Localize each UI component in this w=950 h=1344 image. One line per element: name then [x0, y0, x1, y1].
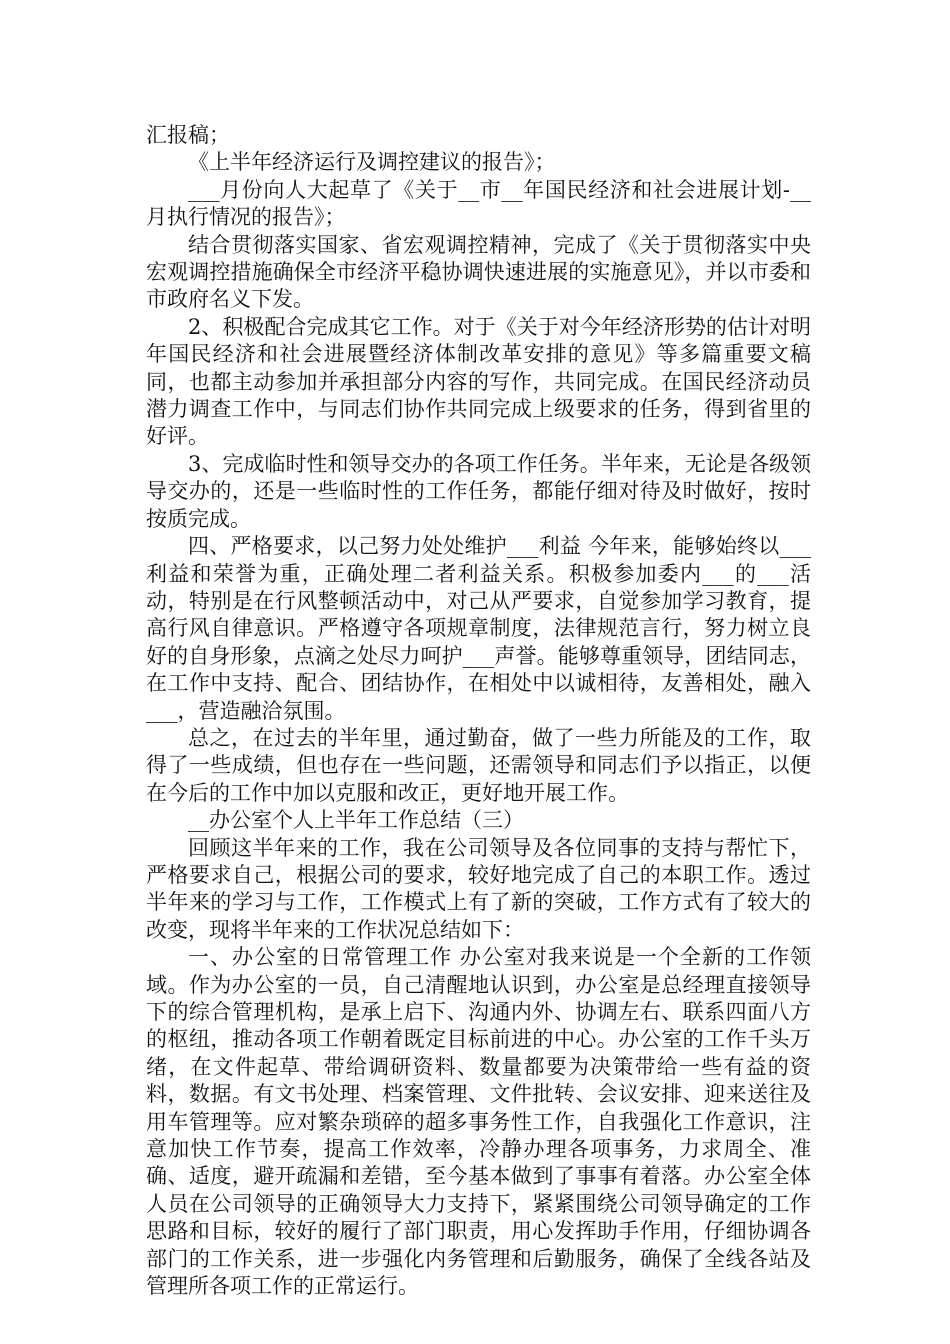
paragraph: 结合贯彻落实国家、省宏观调控精神，完成了《关于贯彻落实中央宏观调控措施确保全市经济平稳协调快速进展的实施意见》，并以市委和市政府名义下发。 [146, 232, 811, 312]
paragraph: 3、完成临时性和领导交办的各项工作任务。半年来，无论是各级领导交办的，还是一些临时性的工作任务，都能仔细对待及时做好，按时按质完成。 [146, 451, 811, 531]
paragraph: 一、办公室的日常管理工作 办公室对我来说是一个全新的工作领域。作为办公室的一员，自己清醒地认识到，办公室是总经理直接领导下的综合管理机构，是承上启下、沟通内外、协调左右、联系四面八方的枢纽，推动各项工作朝着既定目标前进的中心。办公室的工作千头万绪，在文件起草、带给调研资料、数量都要为决策带给一些有益的资料，数据。有文书处理、档案管理、文件批转、会议安排、迎来送往及用车管理等。应对繁杂琐碎的超多事务性工作，自我强化工作意识，注意加快工作节奏，提高工作效率，冷静办理各项事务，力求周全、准确、适度，避开疏漏和差错，至今基本做到了事事有着落。办公室全体人员在公司领导的正确领导大力支持下，紧紧围绕公司领导确定的工作思路和目标，较好的履行了部门职责，用心发挥助手作用，仔细协调各部门的工作关系，进一步强化内务管理和后勤服务，确保了全线各站及管理所各项工作的正常运行。 [146, 945, 811, 1299]
paragraph: 回顾这半年来的工作，我在公司领导及各位同事的支持与帮忙下，严格要求自己，根据公司的要求，较好地完成了自己的本职工作。透过半年来的学习与工作，工作模式上有了新的突破，工作方式有了较大的改变，现将半年来的工作状况总结如下： [146, 835, 811, 942]
document-body [146, 122, 811, 1300]
paragraph: 《上半年经济运行及调控建议的报告》； [188, 150, 556, 175]
paragraph: 汇报稿； [146, 123, 230, 147]
paragraph: 四、严格要求，以己努力处处维护___利益 今年来，能够始终以___利益和荣誉为重，正确处理二者利益关系。积极参加委内___的___活动，特别是在行风整顿活动中，对己从严要求，自觉参加学习教育，提高行风自律意识。严格遵守各项规章制度，法律规范言行，努力树立良好的自身形象，点滴之处尽力呵护___声誉。能够尊重领导，团结同志，在工作中支持、配合、团结协作，在相处中以诚相待，友善相处，融入___，营造融洽氛围。 [146, 534, 811, 723]
section-heading: __办公室个人上半年工作总结（三） [188, 808, 524, 833]
paragraph: 2、积极配合完成其它工作。对于《关于对今年经济形势的估计对明年国民经济和社会进展暨经济体制改革安排的意见》等多篇重要文稿同，也都主动参加并承担部分内容的写作，共同完成。在国民经济动员潜力调查工作中，与同志们协作共同完成上级要求的任务，得到省里的好评。 [146, 314, 811, 449]
paragraph: 总之，在过去的半年里，通过勤奋，做了一些力所能及的工作，取得了一些成绩，但也存在一些问题，还需领导和同志们予以指正，以便在今后的工作中加以克服和改正，更好地开展工作。 [146, 725, 811, 805]
paragraph: ___月份向人大起草了《关于__市__年国民经济和社会进展计划-__月执行情况的报告》； [146, 177, 811, 230]
